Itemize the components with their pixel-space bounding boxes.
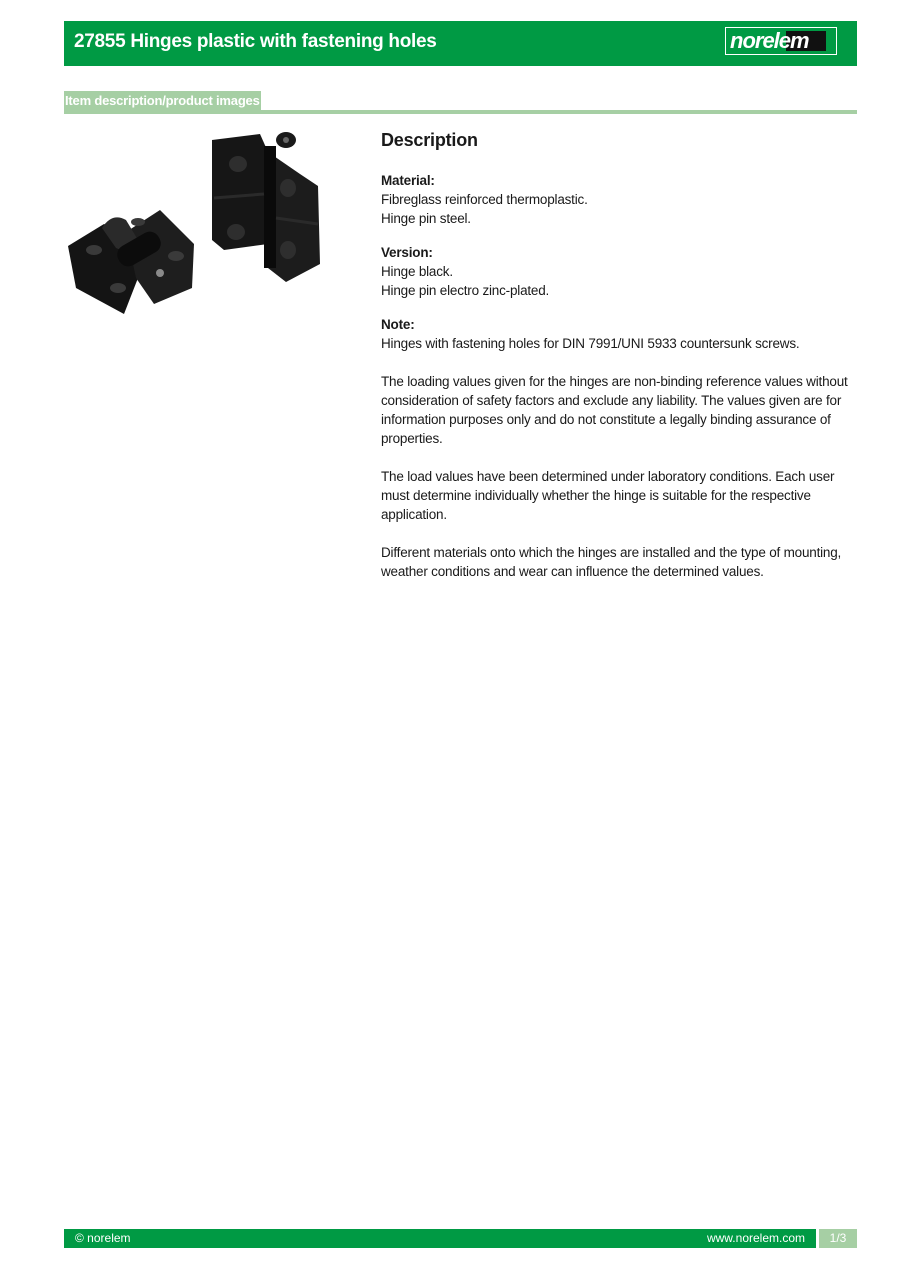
material-label: Material: xyxy=(381,173,435,188)
hinge-lying xyxy=(68,210,194,314)
note-label: Note: xyxy=(381,317,415,332)
footer-copyright: © norelem xyxy=(75,1231,131,1245)
page-title: 27855 Hinges plastic with fastening holes xyxy=(74,31,437,52)
description-content xyxy=(381,128,857,600)
laboratory-paragraph: The load values have been determined under laboratory conditions. Each user must determine individually whether the hinge is suitable for the respective application. xyxy=(381,469,835,522)
product-image-hinges xyxy=(64,128,334,323)
section-label: Item description/product images xyxy=(65,93,260,108)
material-line: Hinge pin steel. xyxy=(381,211,471,226)
material-line: Fibreglass reinforced thermoplastic. xyxy=(381,192,588,207)
version-label: Version: xyxy=(381,245,433,260)
version-line: Hinge pin electro zinc-plated. xyxy=(381,283,550,298)
material-block xyxy=(381,171,857,228)
footer-website-link[interactable]: www.norelem.com xyxy=(706,1231,805,1245)
materials-paragraph: Different materials onto which the hinges are installed and the type of mounting, weather conditions and wear can influence the determined values. xyxy=(381,545,842,579)
version-block xyxy=(381,243,857,300)
section-header xyxy=(64,91,857,114)
note-line: Hinges with fastening holes for DIN 7991/UNI 5933 countersunk screws. xyxy=(381,336,800,351)
norelem-logo xyxy=(725,27,837,55)
description-title: Description xyxy=(381,130,478,150)
page-footer xyxy=(64,1229,816,1248)
page-number: 1/3 xyxy=(819,1229,857,1248)
loading-values-paragraph: The loading values given for the hinges are non-binding reference values without consideration of safety factors and exclude any liability. The values given are for information purposes only and do not constitute a legally binding assurance of properties. xyxy=(381,374,848,446)
note-block xyxy=(381,315,857,353)
hinge-standing xyxy=(212,132,320,282)
page-header xyxy=(64,21,857,66)
version-line: Hinge black. xyxy=(381,264,453,279)
section-divider xyxy=(64,110,857,114)
logo-text: norelem xyxy=(730,28,809,53)
